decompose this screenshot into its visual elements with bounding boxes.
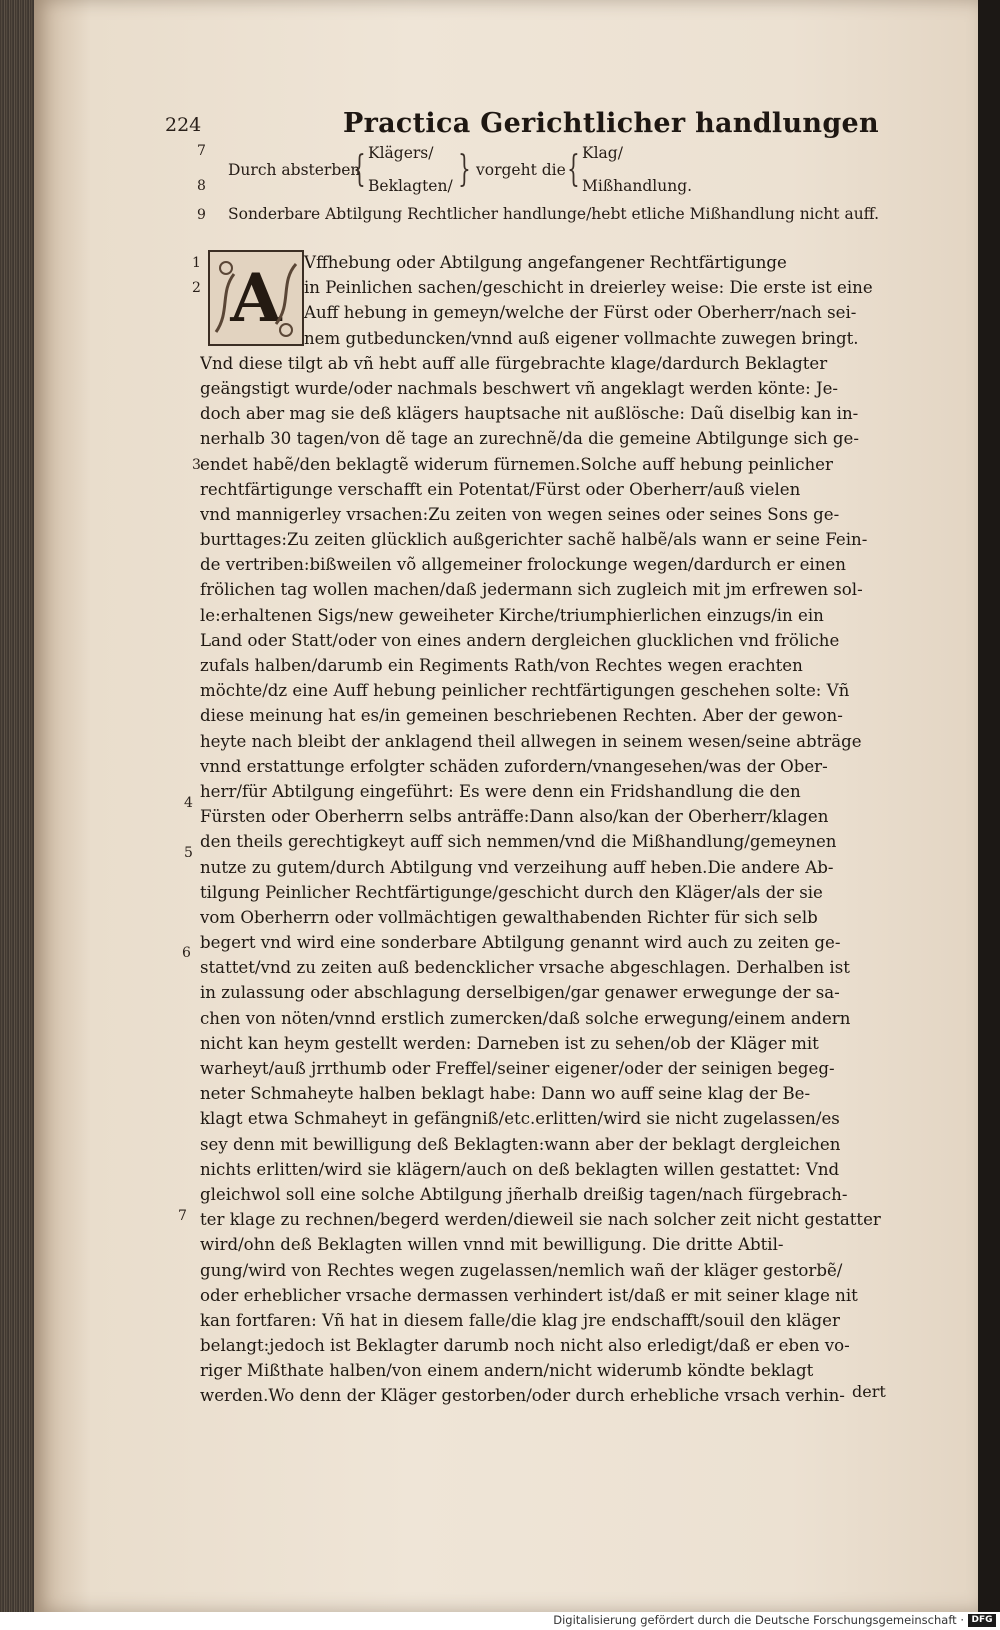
margin-number: 6 <box>182 945 191 961</box>
text-line: in zulassung oder abschlagung derselbigen/gar genawer erwegunge der sa- <box>200 983 840 1003</box>
initial-letter: A <box>230 259 282 337</box>
text-line: nerhalb 30 tagen/von dẽ tage an zurechnẽ/da die gemeine Abtilgunge sich ge- <box>200 429 859 449</box>
text-line: stattet/vnd zu zeiten auß bedencklicher vrsache abgeschlagen. Derhalben ist <box>200 958 850 978</box>
digitization-footer <box>0 1612 1000 1630</box>
text-line: de vertriben:bißweilen võ allgemeiner frolockunge wegen/dardurch er einen <box>200 555 846 575</box>
text-line: endet habẽ/den beklagtẽ widerum fürnemen.Solche auff hebung peinlicher <box>200 454 833 474</box>
brace-icon: } <box>458 149 471 190</box>
schema-right-upper: Klag/ <box>582 144 623 162</box>
text-line: Vnd diese tilgt ab vñ hebt auff alle fürgebrachte klage/dardurch Beklagter <box>200 353 828 373</box>
text-line: kan fortfaren: Vñ hat in diesem falle/die klag jre endschafft/souil den kläger <box>200 1310 840 1330</box>
text-line: geängstigt wurde/oder nachmals beschwert vñ angeklagt werden könte: Je- <box>200 378 839 398</box>
text-line: tilgung Peinlicher Rechtfärtigunge/geschicht durch den Kläger/als der sie <box>200 882 823 902</box>
running-title: Practica Gerichtlicher handlungen <box>343 108 879 139</box>
text-line: vnd mannigerley vrsachen:Zu zeiten von wegen seines oder seines Sons ge- <box>200 504 840 524</box>
text-line: zufals halben/darumb ein Regiments Rath/von Rechtes wegen erachten <box>200 656 803 675</box>
text-line: vom Oberherrn oder vollmächtigen gewalthabenden Richter für sich selb <box>200 907 818 927</box>
text-line: rechtfärtigunge verschafft ein Potentat/Fürst oder Oberherr/auß vielen <box>200 479 801 499</box>
text-line: ter klage zu rechnen/begerd werden/dieweil sie nach solcher zeit nicht gestatter <box>200 1210 881 1230</box>
page-header <box>165 108 885 148</box>
scan-background <box>978 0 1000 1612</box>
schema-right-lower: Mißhandlung. <box>582 177 693 195</box>
brace-icon: { <box>353 149 366 190</box>
page-number: 224 <box>165 114 202 136</box>
schema-lead: Durch absterben <box>228 161 361 179</box>
margin-number: 3 <box>192 457 201 473</box>
text-line: gung/wird von Rechtes wegen zugelassen/nemlich wañ der kläger gestorbẽ/ <box>200 1260 843 1280</box>
text-line: möchte/dz eine Auff hebung peinlicher rechtfärtigungen geschehen solte: Vñ <box>200 681 850 701</box>
text-line: Fürsten oder Oberherrn selbs anträffe:Dann also/kan der Oberherr/klagen <box>200 807 829 827</box>
text-line: nichts erlitten/wird sie klägern/auch on deß beklagten willen gestattet: Vnd <box>200 1159 840 1179</box>
body-text <box>200 250 890 1409</box>
text-line: riger Mißthate halben/von einem andern/nicht widerumb köndte beklagt <box>200 1361 814 1381</box>
book-page-edges <box>0 0 34 1630</box>
text-line: neter Schmaheyte halben beklagt habe: Dann wo auff seine klag der Be- <box>200 1084 811 1104</box>
text-line: Auff hebung in gemeyn/welche der Fürst oder Oberherr/nach sei- <box>304 303 857 323</box>
dfg-logo: DFG <box>968 1614 996 1627</box>
funding-credit: Digitalisierung gefördert durch die Deutsche Forschungsgemeinschaft · <box>553 1613 964 1627</box>
text-line: le:erhaltenen Sigs/new geweiheter Kirche/triumphierlichen einzugs/in ein <box>200 605 824 625</box>
margin-number: 7 <box>178 1208 187 1224</box>
margin-number: 8 <box>197 178 206 194</box>
text-line: Vffhebung oder Abtilgung angefangener Rechtfärtigunge <box>304 253 787 272</box>
division-schema <box>197 143 920 198</box>
text-line: oder erheblicher vrsache dermassen verhindert ist/daß er mit seiner klage nit <box>200 1285 858 1305</box>
margin-number: 2 <box>192 280 201 296</box>
text-line: belangt:jedoch ist Beklagter darumb noch nicht also erledigt/daß er eben vo- <box>200 1336 850 1356</box>
text-line: Land oder Statt/oder von eines andern dergleichen glucklichen vnd fröliche <box>200 630 840 650</box>
text-line: burttages:Zu zeiten glücklich außgerichter sachẽ halbẽ/als wann er seine Fein- <box>200 530 868 550</box>
schema-upper: Klägers/ <box>368 144 434 162</box>
catchword: dert <box>852 1382 886 1401</box>
text-line: wird/ohn deß Beklagten willen vnnd mit bewilligung. Die dritte Abtil- <box>200 1235 784 1255</box>
text-line: den theils gerechtigkeyt auff sich nemmen/vnd die Mißhandlung/gemeynen <box>200 832 837 852</box>
text-line: heyte nach bleibt der anklagend theil allwegen in seinem wesen/seine abträge <box>200 731 862 751</box>
margin-number: 4 <box>184 795 193 811</box>
text-line: doch aber mag sie deß klägers hauptsache nit außlösche: Daũ diselbig kan in- <box>200 404 859 424</box>
text-line: sey denn mit bewilligung deß Beklagten:wann aber der beklagt dergleichen <box>200 1134 841 1154</box>
text-line: werden.Wo denn der Kläger gestorben/oder durch erhebliche vrsach verhin- <box>200 1386 845 1406</box>
text-line: in Peinlichen sachen/geschicht in dreierley weise: Die erste ist eine <box>304 278 873 298</box>
text-line: nem gutbeduncken/vnnd auß eigener vollmachte zuwegen bringt. <box>304 328 859 348</box>
schema-middle: vorgeht die <box>476 161 566 179</box>
text-line: herr/für Abtilgung eingeführt: Es were denn ein Fridshandlung die den <box>200 781 801 801</box>
brace-icon: { <box>567 149 580 190</box>
text-line: diese meinung hat es/in gemeinen beschriebenen Rechten. Aber der gewon- <box>200 706 843 726</box>
text-line: warheyt/auß jrrthumb oder Freffel/seiner eigener/oder der seinigen begeg- <box>200 1059 835 1078</box>
margin-number: 7 <box>197 143 206 159</box>
text-line: nutze zu gutem/durch Abtilgung vnd verzeihung auff heben.Die andere Ab- <box>200 857 834 877</box>
text-line: chen von nöten/vnnd erstlich zumercken/daß solche erwegung/einem andern <box>200 1008 851 1028</box>
text-line: frölichen tag wollen machen/daß jedermann sich zugleich mit jm erfrewen sol- <box>200 580 863 600</box>
text-line: begert vnd wird eine sonderbare Abtilgung genannt wird auch zu zeiten ge- <box>200 933 841 953</box>
text-line: gleichwol soll eine solche Abtilgung jñerhalb dreißig tagen/nach fürgebrach- <box>200 1184 848 1204</box>
margin-number: 5 <box>184 845 193 861</box>
text-line: vnnd erstattunge erfolgter schäden zufordern/vnangesehen/was der Ober- <box>200 756 828 776</box>
text-line: nicht kan heym gestellt werden: Darneben ist zu sehen/ob der Kläger mit <box>200 1033 819 1053</box>
margin-number: 1 <box>192 255 201 271</box>
margin-number: 9 <box>197 207 206 223</box>
schema-lower: Beklagten/ <box>368 177 453 195</box>
summary-text: Sonderbare Abtilgung Rechtlicher handlunge/hebt etliche Mißhandlung nicht auff. <box>228 205 880 223</box>
text-line: klagt etwa Schmaheyt in gefängniß/etc.erlitten/wird sie nicht zugelassen/es <box>200 1109 840 1129</box>
